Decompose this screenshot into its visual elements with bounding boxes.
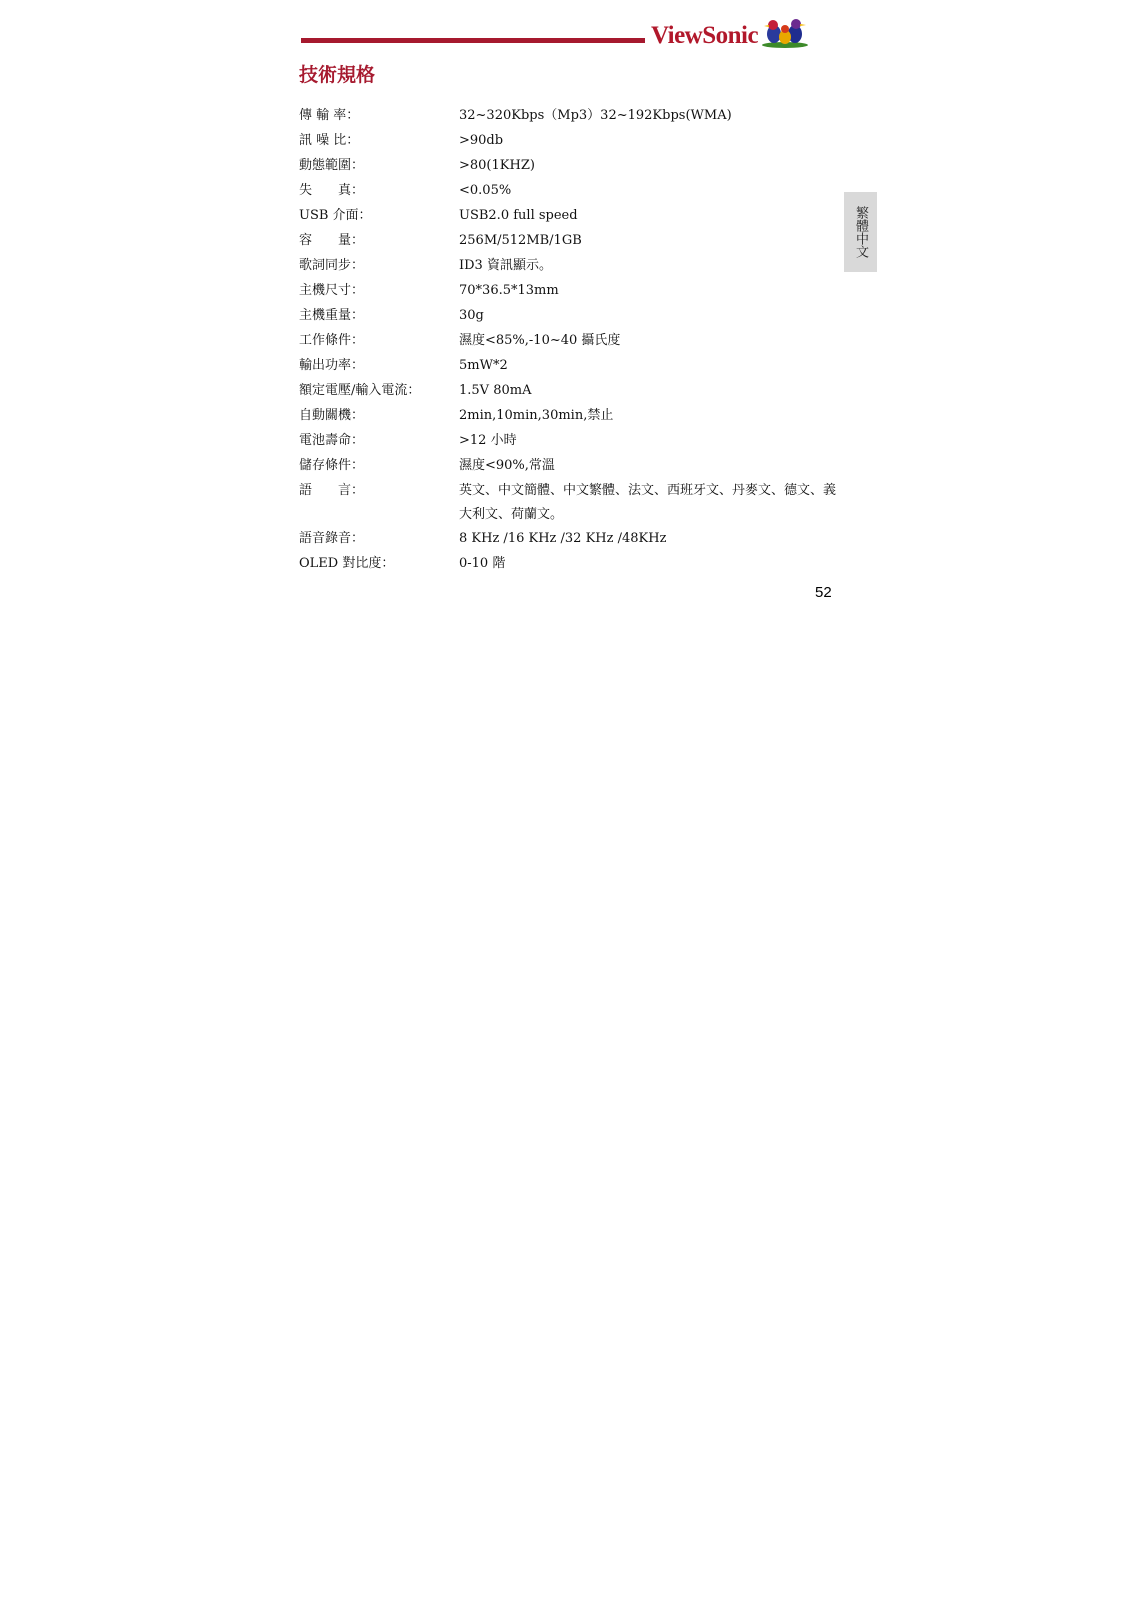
spec-row [299, 354, 839, 379]
page-title: 技術規格 [299, 64, 376, 86]
spec-table [299, 104, 839, 577]
spec-value: 32~320Kbps（Mp3）32~192Kbps(WMA) [459, 108, 732, 123]
spec-row [299, 329, 839, 354]
spec-label: 容 量： [299, 233, 365, 248]
spec-value: 英文、中文簡體、中文繁體、法文、西班牙文、丹麥文、德文、義大利文、荷蘭文。 [459, 483, 837, 522]
spec-value: <0.05% [459, 183, 512, 198]
spec-row [299, 552, 839, 577]
spec-value: 濕度<90%,常溫 [459, 458, 555, 473]
language-tab-label: 繁體中文 [853, 206, 868, 258]
spec-label: 主機尺寸： [299, 283, 365, 298]
spec-row [299, 527, 839, 552]
spec-label: 額定電壓/輸入電流： [299, 383, 421, 398]
spec-value: 5mW*2 [459, 358, 508, 373]
spec-value: 70*36.5*13mm [459, 283, 559, 298]
spec-value: 2min,10min,30min,禁止 [459, 408, 614, 423]
spec-label: 工作條件： [299, 333, 365, 348]
page-number: 52 [815, 584, 832, 601]
spec-row [299, 454, 839, 479]
language-side-tab [844, 192, 877, 272]
spec-value: >90db [459, 133, 504, 148]
spec-label: 主機重量： [299, 308, 365, 323]
spec-value: 1.5V 80mA [459, 383, 532, 398]
spec-row [299, 479, 839, 527]
spec-value: 30g [459, 308, 484, 323]
spec-label: 輸出功率： [299, 358, 365, 373]
spec-label: 傳 輸 率： [299, 108, 360, 123]
spec-label: OLED 對比度： [299, 556, 395, 571]
spec-value: >12 小時 [459, 433, 517, 448]
spec-row [299, 229, 839, 254]
spec-value: 8 KHz /16 KHz /32 KHz /48KHz [459, 531, 667, 546]
viewsonic-logo [651, 16, 809, 48]
brand-name: ViewSonic [651, 22, 759, 49]
spec-row [299, 379, 839, 404]
spec-label: 自動關機： [299, 408, 365, 423]
spec-value: 0-10 階 [459, 556, 506, 571]
spec-label: 電池壽命： [299, 433, 365, 448]
spec-label: 動態範圍： [299, 158, 365, 173]
spec-label: 語 言： [299, 483, 365, 498]
spec-label: USB 介面： [299, 208, 372, 223]
spec-label: 儲存條件： [299, 458, 365, 473]
spec-label: 歌詞同步： [299, 258, 365, 273]
spec-label: 失 真： [299, 183, 365, 198]
header-rule [301, 38, 645, 43]
spec-row [299, 204, 839, 229]
spec-value: USB2.0 full speed [459, 208, 578, 223]
spec-row [299, 129, 839, 154]
spec-row [299, 254, 839, 279]
spec-row [299, 429, 839, 454]
spec-row [299, 279, 839, 304]
spec-row [299, 304, 839, 329]
spec-row [299, 104, 839, 129]
spec-value: ID3 資訊顯示。 [459, 258, 552, 273]
viewsonic-birds-icon [761, 16, 809, 48]
spec-value: 256M/512MB/1GB [459, 233, 582, 248]
spec-label: 訊 噪 比： [299, 133, 360, 148]
spec-row [299, 154, 839, 179]
spec-row [299, 179, 839, 204]
spec-value: 濕度<85%,-10~40 攝氏度 [459, 333, 621, 348]
spec-label: 語音錄音： [299, 531, 365, 546]
spec-value: >80(1KHZ) [459, 158, 535, 173]
spec-row [299, 404, 839, 429]
